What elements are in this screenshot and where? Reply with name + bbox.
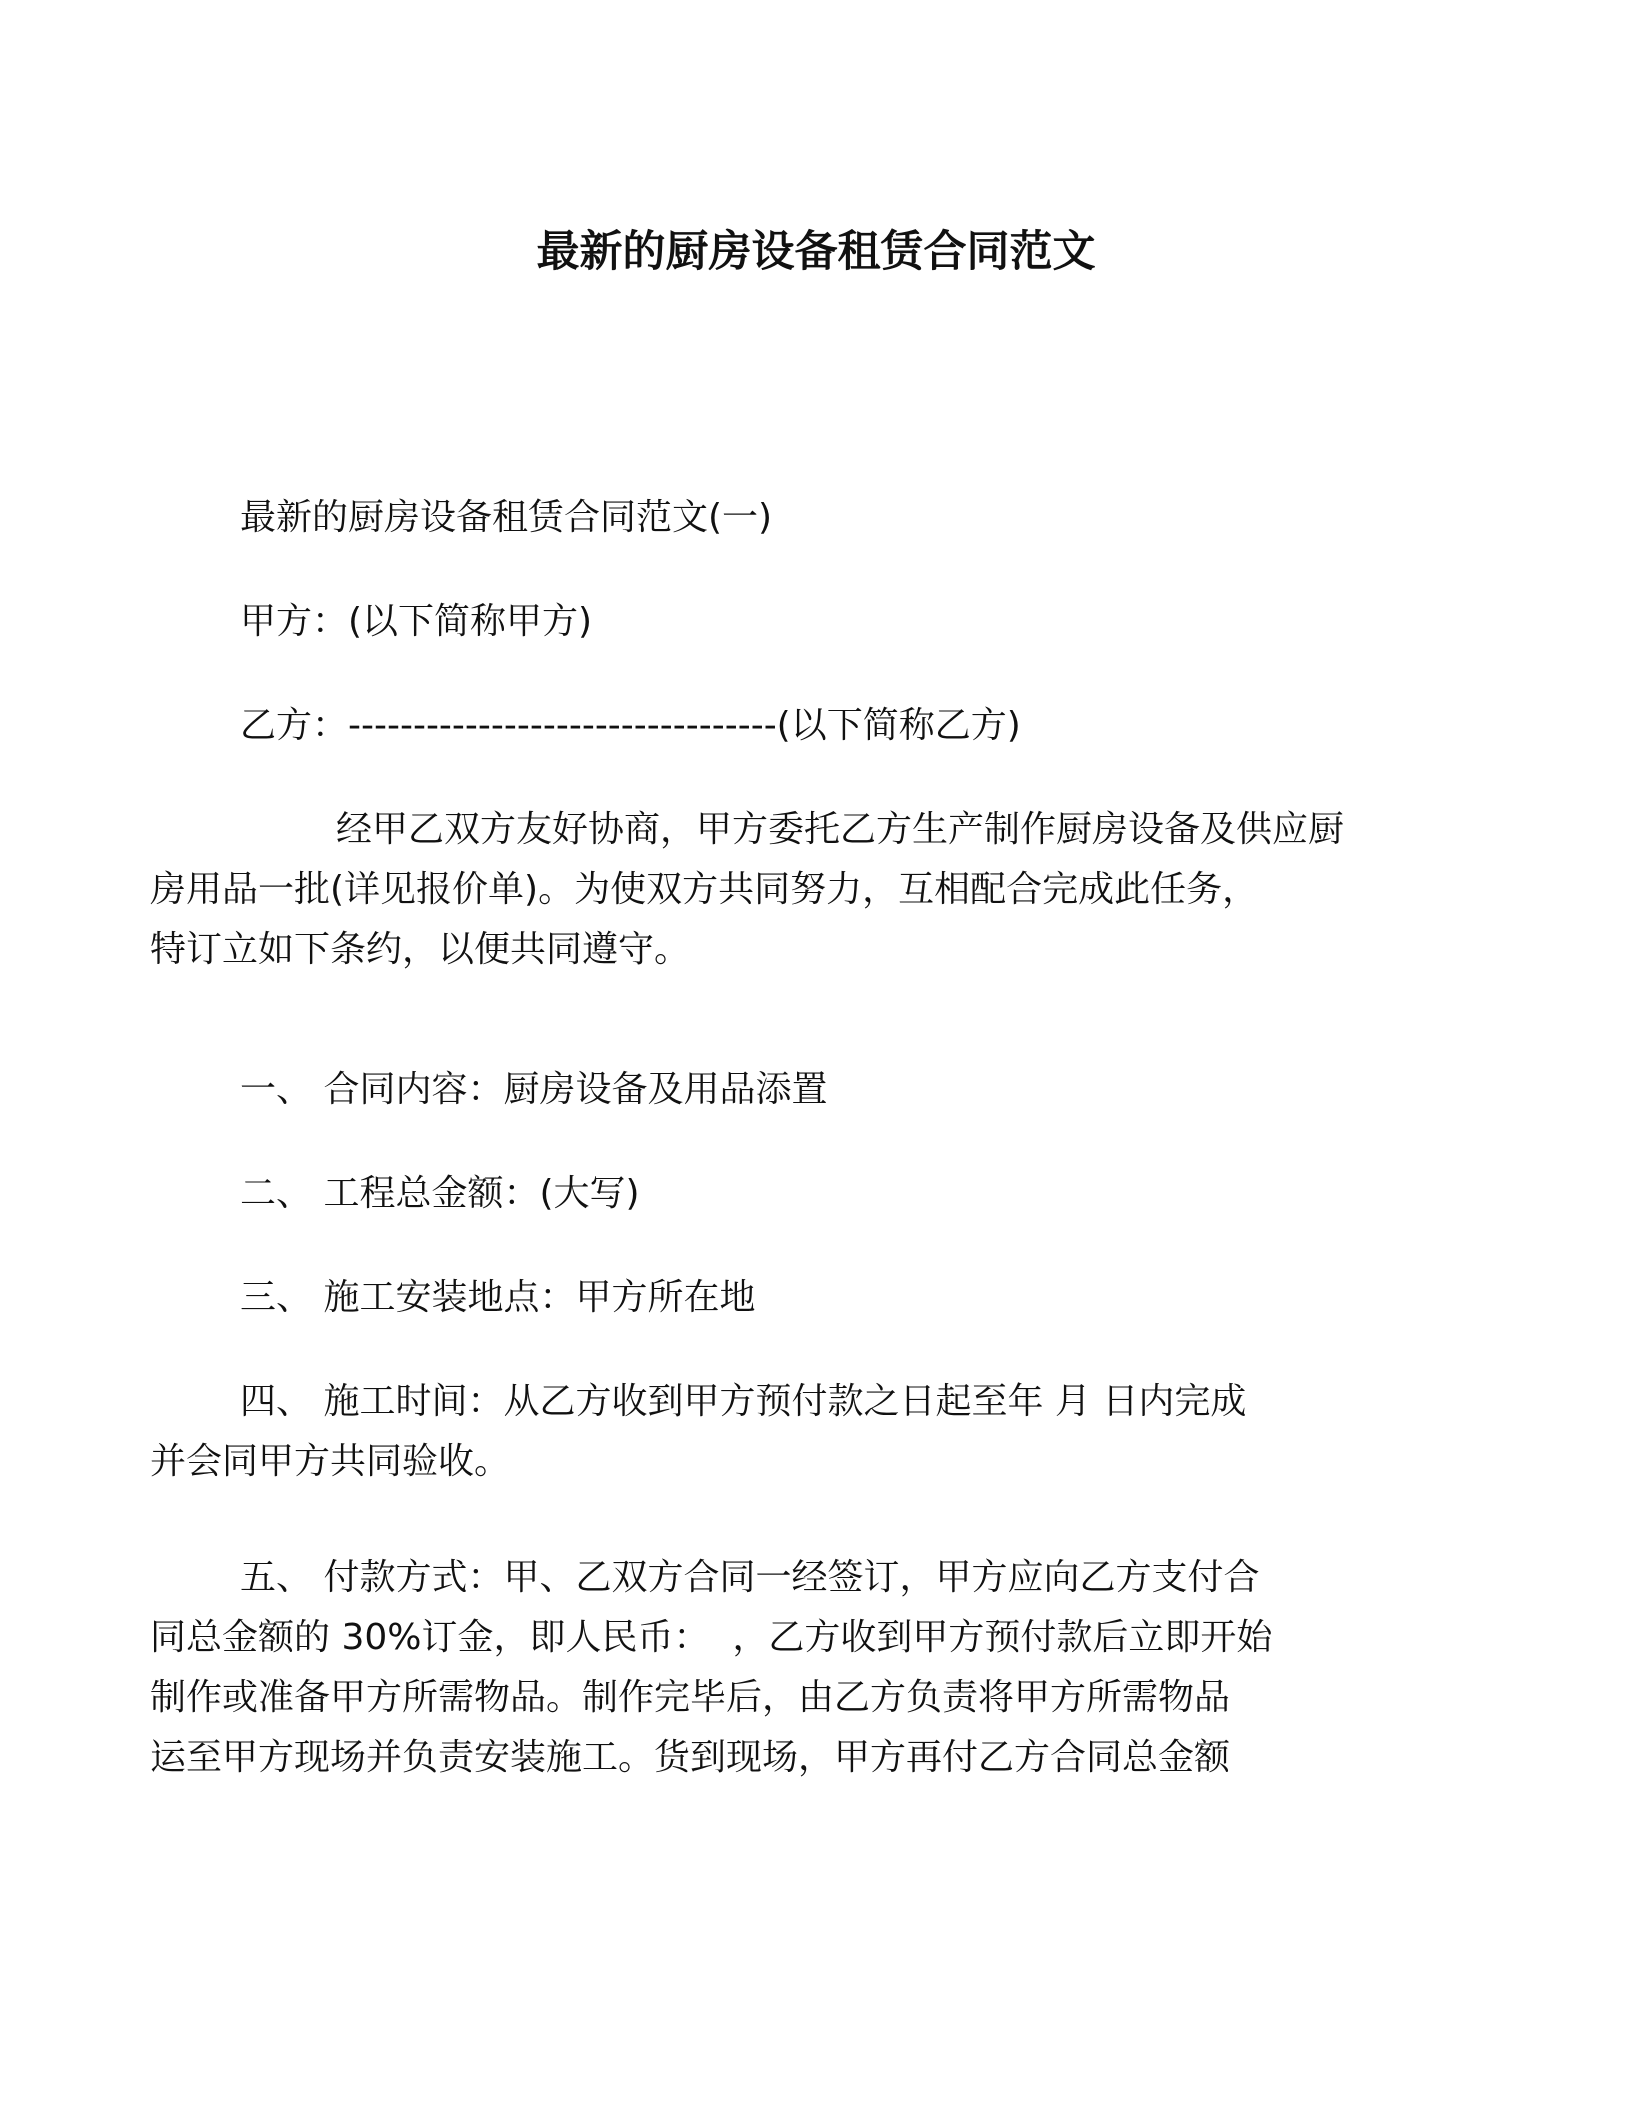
document-title: 最新的厨房设备租赁合同范文: [536, 227, 1096, 277]
clause-5-line-4: 运至甲方现场并负责安装施工。货到现场，甲方再付乙方合同总金额: [150, 1737, 1231, 1778]
clause-5: [150, 1548, 1390, 1788]
intro-line-2: 房用品一批(详见报价单)。为使双方共同努力，互相配合完成此任务，: [150, 869, 1259, 910]
clause-5-line-3: 制作或准备甲方所需物品。制作完毕后，由乙方负责将甲方所需物品: [150, 1677, 1231, 1718]
party-b-line: 乙方：---------------------------------(以下简称乙方): [240, 705, 1021, 746]
clause-5-line-1: 五、 付款方式：甲、乙双方合同一经签订，甲方应向乙方支付合: [240, 1557, 1260, 1598]
clause-4-line-1: 四、 施工时间：从乙方收到甲方预付款之日起至年 月 日内完成: [240, 1381, 1247, 1422]
section-subtitle: 最新的厨房设备租赁合同范文(一): [240, 497, 773, 538]
intro-paragraph: [150, 800, 1390, 980]
clause-1: 一、 合同内容：厨房设备及用品添置: [240, 1069, 828, 1110]
intro-line-3: 特订立如下条约，以便共同遵守。: [150, 929, 691, 970]
clause-3: 三、 施工安装地点：甲方所在地: [240, 1277, 756, 1318]
clause-4: [150, 1372, 1390, 1492]
party-a-line: 甲方：(以下简称甲方): [240, 601, 593, 642]
clause-4-line-2: 并会同甲方共同验收。: [150, 1441, 511, 1482]
clause-5-line-2: 同总金额的 30%订金，即人民币： ，乙方收到甲方预付款后立即开始: [150, 1617, 1273, 1658]
intro-line-1: 经甲乙双方友好协商，甲方委托乙方生产制作厨房设备及供应厨: [336, 809, 1345, 850]
clause-2: 二、 工程总金额：(大写): [240, 1173, 640, 1214]
